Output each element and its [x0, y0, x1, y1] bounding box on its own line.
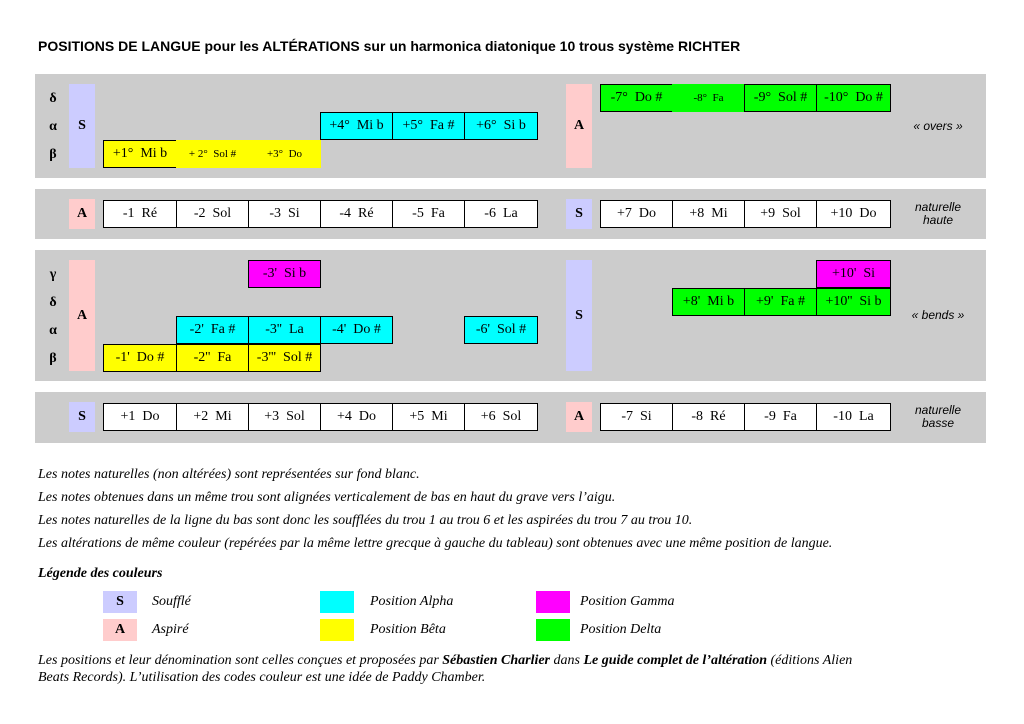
- greek-alpha: α: [49, 119, 57, 134]
- overs-band: [35, 74, 986, 178]
- draw-marker: A: [566, 402, 592, 432]
- greek-beta: β: [49, 351, 57, 366]
- note-cell: +3 Sol: [248, 403, 321, 431]
- legend-swatch-blow: S: [103, 591, 137, 613]
- note-cell: +8 Mi: [672, 200, 745, 228]
- credit-text: dans: [550, 653, 584, 668]
- note-cell: -5 Fa: [392, 200, 465, 228]
- legend-label-beta: Position Bêta: [370, 622, 446, 637]
- note-line: Les altérations de même couleur (repérées par la même lettre grecque à gauche du tableau) sont obtenues avec une même position de langue.: [38, 536, 833, 551]
- note-line: Les notes naturelles (non altérées) sont représentées sur fond blanc.: [38, 467, 420, 482]
- note-cell: +1 Do: [103, 403, 177, 431]
- bend-cell: +10'' Si b: [816, 288, 891, 316]
- credit-text: (éditions Alien Beats Records). L’utilisation des codes couleur est une idée de Paddy Chamber.: [38, 653, 853, 685]
- legend-label-alpha: Position Alpha: [370, 594, 454, 609]
- legend-swatch-draw: A: [103, 619, 137, 641]
- over-cell: -8° Fa: [672, 84, 745, 112]
- row-label-line: naturelle: [914, 403, 962, 417]
- over-cell: -10° Do #: [816, 84, 891, 112]
- over-cell: +1° Mi b: [103, 140, 177, 168]
- bends-band: [35, 250, 986, 381]
- legend-title: Légende des couleurs: [38, 566, 163, 581]
- note-line: Les notes naturelles de la ligne du bas sont donc les soufflées du trou 1 au trou 6 et les aspirées du trou 7 au trou 10.: [38, 513, 693, 528]
- note-cell: +4 Do: [320, 403, 393, 431]
- greek-gamma: γ: [49, 267, 57, 282]
- over-cell: -9° Sol #: [744, 84, 817, 112]
- blow-marker: S: [69, 402, 95, 432]
- legend-swatch-beta: [320, 619, 354, 641]
- legend-label-draw: Aspiré: [152, 622, 189, 637]
- row-label-bends: « bends »: [911, 308, 965, 322]
- note-cell: +10 Do: [816, 200, 891, 228]
- over-cell: +6° Si b: [464, 112, 538, 140]
- bend-cell: -2'' Fa: [176, 344, 249, 372]
- note-cell: -1 Ré: [103, 200, 177, 228]
- blow-marker: S: [69, 84, 95, 168]
- credit-author: Sébastien Charlier: [442, 653, 551, 668]
- blow-marker: S: [566, 199, 592, 229]
- draw-marker: A: [69, 199, 95, 229]
- legend-label-blow: Soufflé: [152, 594, 191, 609]
- note-cell: +9 Sol: [744, 200, 817, 228]
- note-cell: -6 La: [464, 200, 538, 228]
- draw-marker: A: [69, 260, 95, 371]
- row-label-line: basse: [921, 416, 955, 430]
- note-line: Les notes obtenues dans un même trou sont alignées verticalement de bas en haut du grave vers l’aigu.: [38, 490, 616, 505]
- explanatory-notes: [38, 463, 832, 555]
- bend-cell: -3' Si b: [248, 260, 321, 288]
- row-label-line: haute: [922, 213, 954, 227]
- note-cell: -10 La: [816, 403, 891, 431]
- bend-cell: +10' Si: [816, 260, 891, 288]
- over-cell: +3° Do: [248, 140, 321, 168]
- legend-swatch-gamma: [536, 591, 570, 613]
- greek-alpha: α: [49, 323, 57, 338]
- bend-cell: +9' Fa #: [744, 288, 817, 316]
- row-label-overs: « overs »: [913, 119, 963, 133]
- legend-swatch-delta: [536, 619, 570, 641]
- credit-text: Les positions et leur dénomination sont celles conçues et proposées par: [38, 653, 443, 668]
- natural-low-band: [35, 392, 986, 443]
- blow-marker: S: [566, 260, 592, 371]
- bend-cell: -3''' Sol #: [248, 344, 321, 372]
- note-cell: -4 Ré: [320, 200, 393, 228]
- row-label-line: naturelle: [914, 200, 962, 214]
- bend-cell: -6' Sol #: [464, 316, 538, 344]
- over-cell: +5° Fa #: [392, 112, 465, 140]
- natural-high-band: [35, 189, 986, 239]
- over-cell: -7° Do #: [600, 84, 673, 112]
- note-cell: +2 Mi: [176, 403, 249, 431]
- note-cell: +6 Sol: [464, 403, 538, 431]
- bend-cell: -4' Do #: [320, 316, 393, 344]
- note-cell: -7 Si: [600, 403, 673, 431]
- note-cell: -3 Si: [248, 200, 321, 228]
- greek-delta: δ: [49, 295, 57, 310]
- credit-book: Le guide complet de l’altération: [583, 653, 767, 668]
- over-cell: + 2° Sol #: [176, 140, 249, 168]
- over-cell: +4° Mi b: [320, 112, 393, 140]
- note-cell: -2 Sol: [176, 200, 249, 228]
- bend-cell: -2' Fa #: [176, 316, 249, 344]
- greek-delta: δ: [49, 91, 57, 106]
- legend-label-gamma: Position Gamma: [580, 594, 675, 609]
- page-title: POSITIONS DE LANGUE pour les ALTÉRATIONS sur un harmonica diatonique 10 trous système RICHTER: [38, 38, 741, 54]
- row-label-natural-low: [883, 404, 993, 430]
- note-cell: -9 Fa: [744, 403, 817, 431]
- credit-paragraph: [38, 652, 878, 686]
- row-label-natural-high: [883, 201, 993, 227]
- bend-cell: +8' Mi b: [672, 288, 745, 316]
- greek-beta: β: [49, 147, 57, 162]
- note-cell: -8 Ré: [672, 403, 745, 431]
- note-cell: +5 Mi: [392, 403, 465, 431]
- bend-cell: -3'' La: [248, 316, 321, 344]
- note-cell: +7 Do: [600, 200, 673, 228]
- legend-swatch-alpha: [320, 591, 354, 613]
- draw-marker: A: [566, 84, 592, 168]
- legend-label-delta: Position Delta: [580, 622, 662, 637]
- bend-cell: -1' Do #: [103, 344, 177, 372]
